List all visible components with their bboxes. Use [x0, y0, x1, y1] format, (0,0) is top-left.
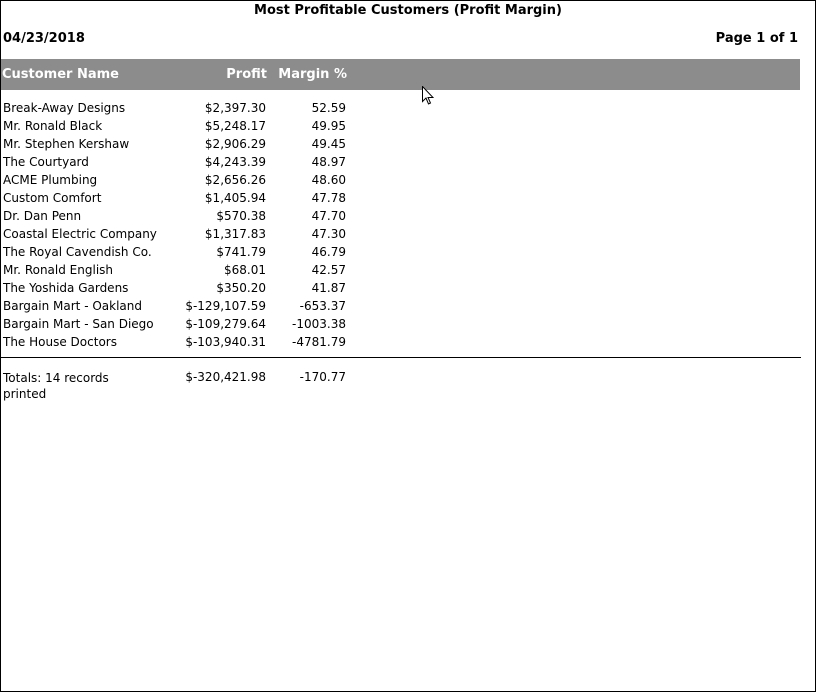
profit-cell: $-103,940.31 — [185, 335, 266, 349]
margin-cell: 52.59 — [311, 101, 346, 115]
customer-name-cell: The Courtyard — [3, 155, 89, 169]
customer-name-cell: Coastal Electric Company — [3, 227, 157, 241]
totals-margin: -170.77 — [299, 370, 346, 384]
customer-name-cell: ACME Plumbing — [3, 173, 98, 187]
table-row — [0, 155, 816, 173]
profit-cell: $-109,279.64 — [185, 317, 266, 331]
margin-cell: 47.78 — [311, 191, 346, 205]
profit-cell: $570.38 — [216, 209, 266, 223]
table-row — [0, 137, 816, 155]
profit-cell: $68.01 — [224, 263, 266, 277]
customer-name-cell: Mr. Stephen Kershaw — [3, 137, 130, 151]
column-header-margin[interactable]: Margin % — [278, 67, 347, 82]
mouse-pointer-icon — [422, 86, 434, 105]
totals-divider — [1, 357, 801, 358]
customer-name-cell: Break-Away Designs — [3, 101, 126, 115]
table-row — [0, 209, 816, 227]
totals-label: Totals: 14 records printed — [3, 371, 109, 401]
column-header-customer-name[interactable]: Customer Name — [2, 67, 119, 82]
customer-name-cell: Bargain Mart - San Diego — [3, 317, 154, 331]
margin-cell: 48.60 — [311, 173, 346, 187]
profit-cell: $5,248.17 — [204, 119, 266, 133]
profit-cell: $1,405.94 — [204, 191, 266, 205]
table-row — [0, 173, 816, 191]
customer-rows — [0, 101, 816, 353]
profit-cell: $4,243.39 — [204, 155, 266, 169]
table-row — [0, 299, 816, 317]
report-date: 04/23/2018 — [3, 31, 85, 46]
table-row — [0, 191, 816, 209]
table-row — [0, 335, 816, 353]
page-indicator: Page 1 of 1 — [715, 31, 798, 46]
table-row — [0, 101, 816, 119]
customer-name-cell: Mr. Ronald English — [3, 263, 114, 277]
profit-cell: $1,317.83 — [204, 227, 266, 241]
table-row — [0, 317, 816, 335]
profit-cell: $2,906.29 — [204, 137, 266, 151]
totals-profit: $-320,421.98 — [185, 370, 266, 384]
customer-name-cell: Dr. Dan Penn — [3, 209, 82, 223]
margin-cell: 47.30 — [311, 227, 346, 241]
customer-name-cell: The House Doctors — [3, 335, 117, 349]
profit-cell: $-129,107.59 — [185, 299, 266, 313]
profit-cell: $741.79 — [216, 245, 266, 259]
customer-name-cell: Bargain Mart - Oakland — [3, 299, 142, 313]
table-row — [0, 263, 816, 281]
margin-cell: 41.87 — [311, 281, 346, 295]
margin-cell: 49.45 — [311, 137, 346, 151]
table-row — [0, 281, 816, 299]
margin-cell: 47.70 — [311, 209, 346, 223]
customer-name-cell: The Royal Cavendish Co. — [3, 245, 152, 259]
margin-cell: -4781.79 — [292, 335, 346, 349]
margin-cell: 49.95 — [311, 119, 346, 133]
table-row — [0, 119, 816, 137]
profit-cell: $2,656.26 — [204, 173, 266, 187]
column-header-profit[interactable]: Profit — [226, 67, 267, 82]
customer-name-cell: The Yoshida Gardens — [3, 281, 129, 295]
report-title: Most Profitable Customers (Profit Margin) — [254, 3, 562, 18]
margin-cell: -653.37 — [299, 299, 346, 313]
column-header-bar — [1, 59, 800, 90]
margin-cell: -1003.38 — [292, 317, 346, 331]
customer-name-cell: Custom Comfort — [3, 191, 102, 205]
customer-name-cell: Mr. Ronald Black — [3, 119, 103, 133]
table-row — [0, 245, 816, 263]
profit-cell: $2,397.30 — [204, 101, 266, 115]
margin-cell: 48.97 — [311, 155, 346, 169]
margin-cell: 42.57 — [311, 263, 346, 277]
margin-cell: 46.79 — [311, 245, 346, 259]
table-row — [0, 227, 816, 245]
profit-cell: $350.20 — [216, 281, 266, 295]
